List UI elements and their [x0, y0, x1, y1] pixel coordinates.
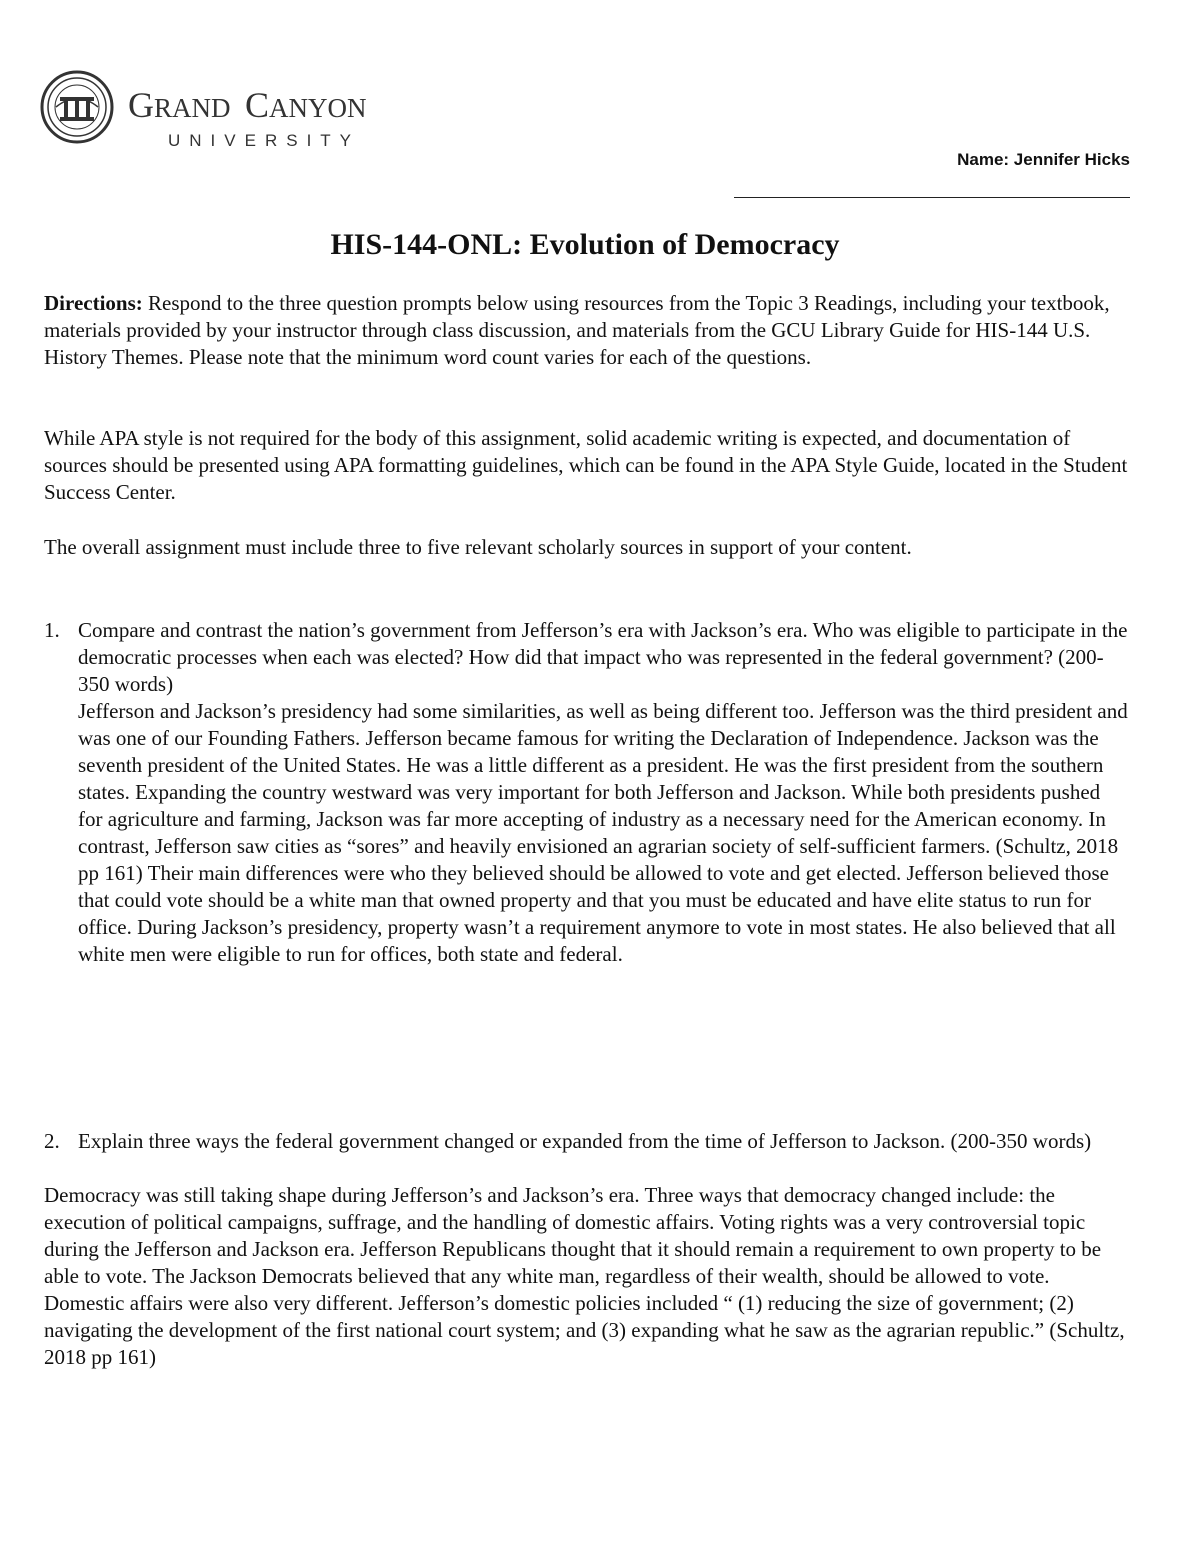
question-2-prompt: Explain three ways the federal government changed or expanded from the time of Jefferson to Jackson. (200-350 words) — [78, 1129, 1092, 1153]
svg-text:C: C — [245, 85, 270, 125]
name-underline — [734, 197, 1130, 198]
svg-text:ANYON: ANYON — [269, 93, 367, 123]
svg-text:RAND: RAND — [154, 93, 231, 123]
directions-text: Respond to the three question prompts below using resources from the Topic 3 Readings, including your textbook, materials provided by your instructor through class discussion, and materials from the GCU Library Guide for HIS-144 U.S. History Themes. Please note that the minimum word count varies for each of the questions. — [44, 291, 1110, 369]
student-name: Name: Jennifer Hicks — [957, 150, 1130, 169]
svg-text:G: G — [128, 85, 154, 125]
university-logo — [40, 70, 380, 150]
directions-label: Directions: — [44, 291, 143, 315]
question-2-answer: Democracy was still taking shape during Jefferson’s and Jackson’s era. Three ways that democracy changed include: the execution of political campaigns, suffrage, and the handling of domestic affairs. Voting rights was a very controversial topic during the Jefferson and Jackson era. Jefferson Republicans thought that it should remain a requirement to own property to be able to vote. The Jackson Democrats believed that any white man, regardless of their wealth, should be allowed to vote. Domestic affairs were also very different. Jefferson’s domestic policies included “ (1) reducing the size of government; (2) navigating the development of the first national court system; and (3) expanding what he saw as the agrarian republic.” (Schultz, 2018 pp 161) — [44, 1183, 1125, 1369]
apa-paragraph: While APA style is not required for the body of this assignment, solid academic writing is expected, and documentation of sources should be presented using APA formatting guidelines, which can be found in the APA Style Guide, located in the Student Success Center. — [44, 426, 1128, 504]
question-1-answer: Jefferson and Jackson’s presidency had some similarities, as well as being different too. Jefferson was the third president and was one of our Founding Fathers. Jefferson became famous for writing the Declaration of Independence. Jackson was the seventh president of the United States. He was a little different as a president. He was the first president from the southern states. Expanding the country westward was very important for both Jefferson and Jackson. While both presidents pushed for agriculture and farming, Jackson was far more accepting of industry as a necessary need for the American economy. In contrast, Jefferson saw cities as “sores” and heavily envisioned an agrarian society of self-sufficient farmers. (Schultz, 2018 pp 161) Their main differences were who they believed should be allowed to vote and get elected. Jefferson believed those that could vote should be a white man that owned property and that you must be educated and have elite status to run for office. During Jackson’s presidency, property wasn’t a requirement anymore to vote in most states. He also believed that all white men were eligible to run for offices, both state and federal. — [78, 699, 1128, 966]
page-title: HIS-144-ONL: Evolution of Democracy — [330, 228, 840, 261]
question-2-number: 2. — [44, 1129, 60, 1153]
directions-paragraph — [44, 290, 1134, 371]
svg-text:UNIVERSITY: UNIVERSITY — [168, 131, 361, 150]
question-1-prompt: Compare and contrast the nation’s government from Jefferson’s era with Jackson’s era. Who was eligible to participate in the democratic processes when each was elected? How did that impact who was represented in the federal government? (200-350 words) — [78, 618, 1128, 696]
question-1 — [78, 617, 1128, 968]
sources-paragraph: The overall assignment must include three to five relevant scholarly sources in support of your content. — [44, 535, 912, 559]
question-1-number: 1. — [44, 618, 60, 642]
gcu-seal-icon — [40, 70, 380, 150]
